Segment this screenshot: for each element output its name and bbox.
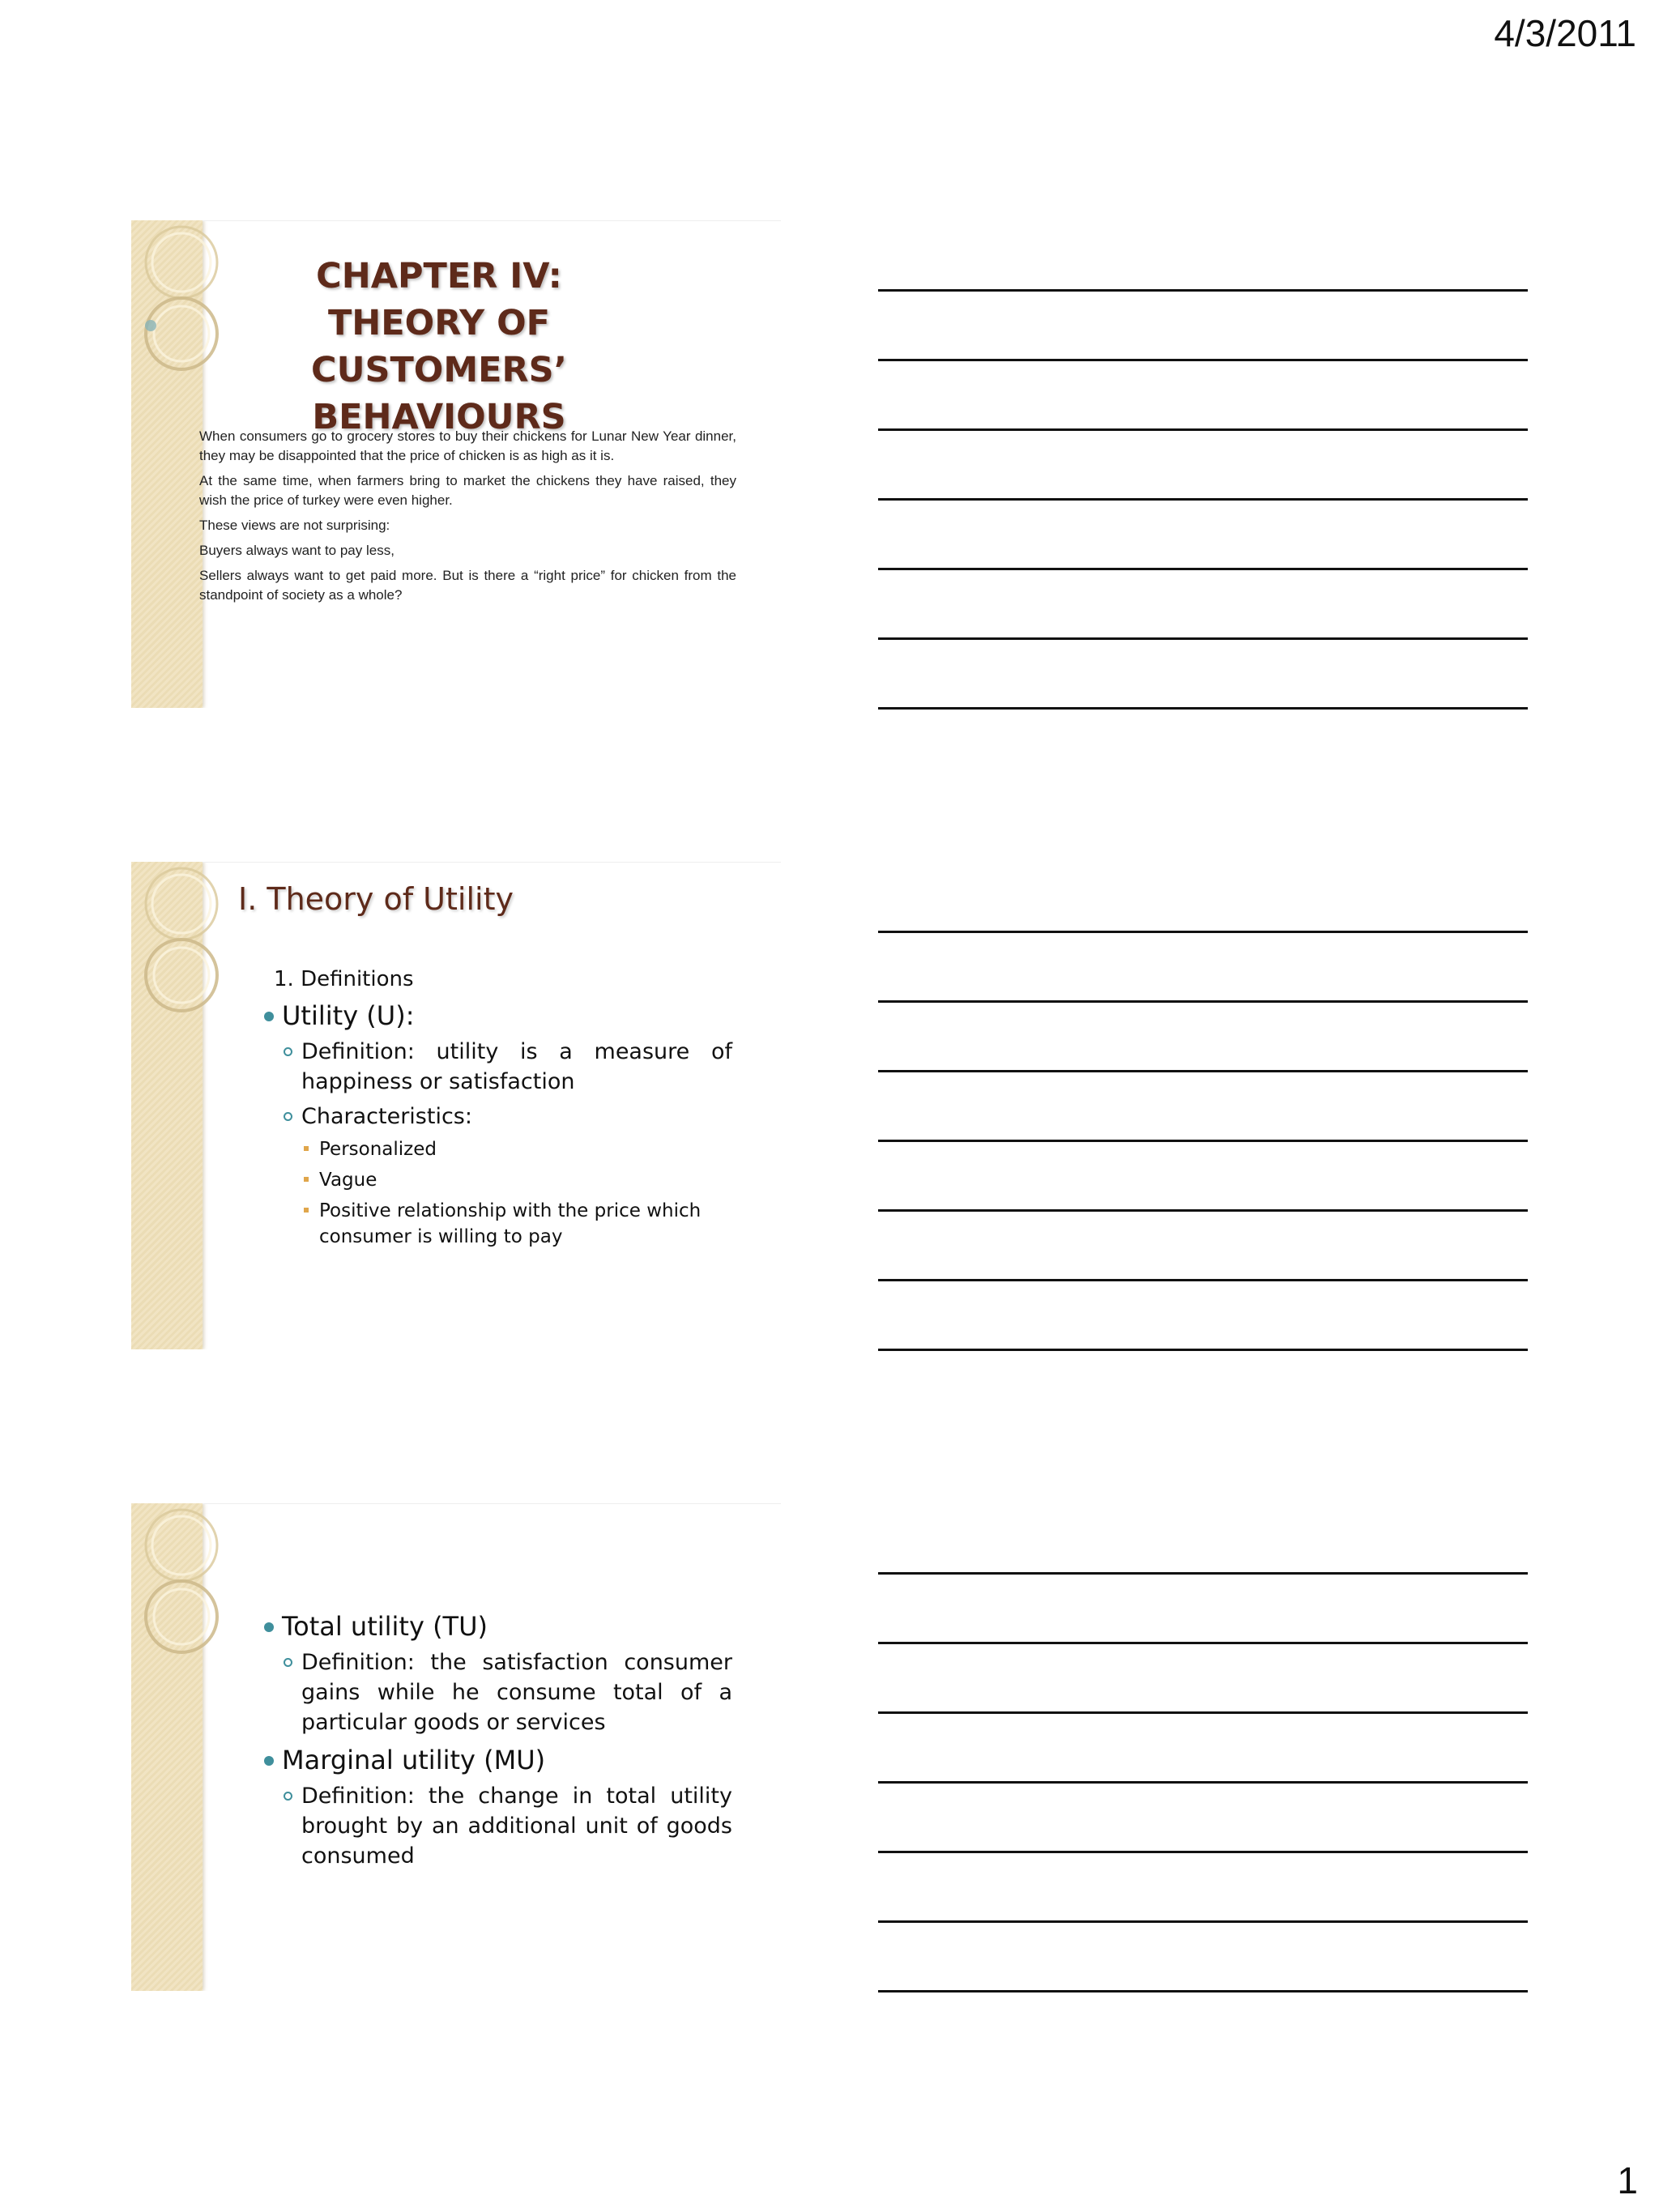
slide-2 [131,862,781,1349]
bullet-icon [284,1112,292,1121]
slide-content [262,967,732,1255]
list-item: Personalized [262,1136,732,1162]
note-lines-3 [878,1505,1528,1993]
list-item: Characteristics: [262,1102,732,1132]
bullet-icon [304,1177,309,1182]
paragraph: Buyers always want to pay less, [199,543,394,558]
list-item: Definition: the satisfaction consumer gains while he consume total of a particular goods or services [262,1647,732,1737]
swirl-ornament-icon [131,862,228,1024]
slide-title: I. Theory of Utility [238,881,514,917]
bullet-icon [284,1047,292,1056]
paragraph: Sellers always want to get paid more. But is there a “right price” for chicken from the standpoint of society as a whole? [199,568,736,603]
paragraph: These views are not surprising: [199,518,390,533]
bullet-icon [304,1146,309,1151]
list-item: Total utility (TU) [262,1609,732,1644]
list-item: Definition: the change in total utility brought by an additional unit of goods consumed [262,1781,732,1871]
note-lines-2 [878,863,1528,1351]
bullet-icon [284,1792,292,1801]
bullet-icon [264,1622,274,1632]
swirl-ornament-icon [131,1503,228,1665]
slide-title: CHAPTER IV: THEORY OF CUSTOMERS’ BEHAVIOURS [311,256,567,437]
slide-body-text [199,427,736,611]
list-item: Vague [262,1167,732,1193]
page-number: 1 [1617,2159,1638,2201]
list-item: Positive relationship with the price which consumer is willing to pay [262,1198,732,1250]
paragraph: At the same time, when farmers bring to market the chickens they have raised, they wish the price of turkey were even higher. [199,473,736,508]
list-item: Definition: utility is a measure of happiness or satisfaction [262,1037,732,1097]
bullet-icon [264,1012,274,1021]
slide-content [262,1609,732,1876]
bullet-icon [304,1208,309,1213]
subheading: 1. Definitions [274,967,414,991]
bullet-icon [264,1756,274,1766]
slide-3 [131,1503,781,1991]
bullet-icon [284,1658,292,1667]
print-date: 4/3/2011 [1494,12,1636,54]
slide-1 [131,220,781,708]
list-item: Marginal utility (MU) [262,1742,732,1778]
note-lines-1 [878,222,1528,710]
list-item: Utility (U): [262,998,732,1034]
paragraph: When consumers go to grocery stores to buy their chickens for Lunar New Year dinner, they may be disappointed that the price of chicken is as high as it is. [199,428,736,463]
